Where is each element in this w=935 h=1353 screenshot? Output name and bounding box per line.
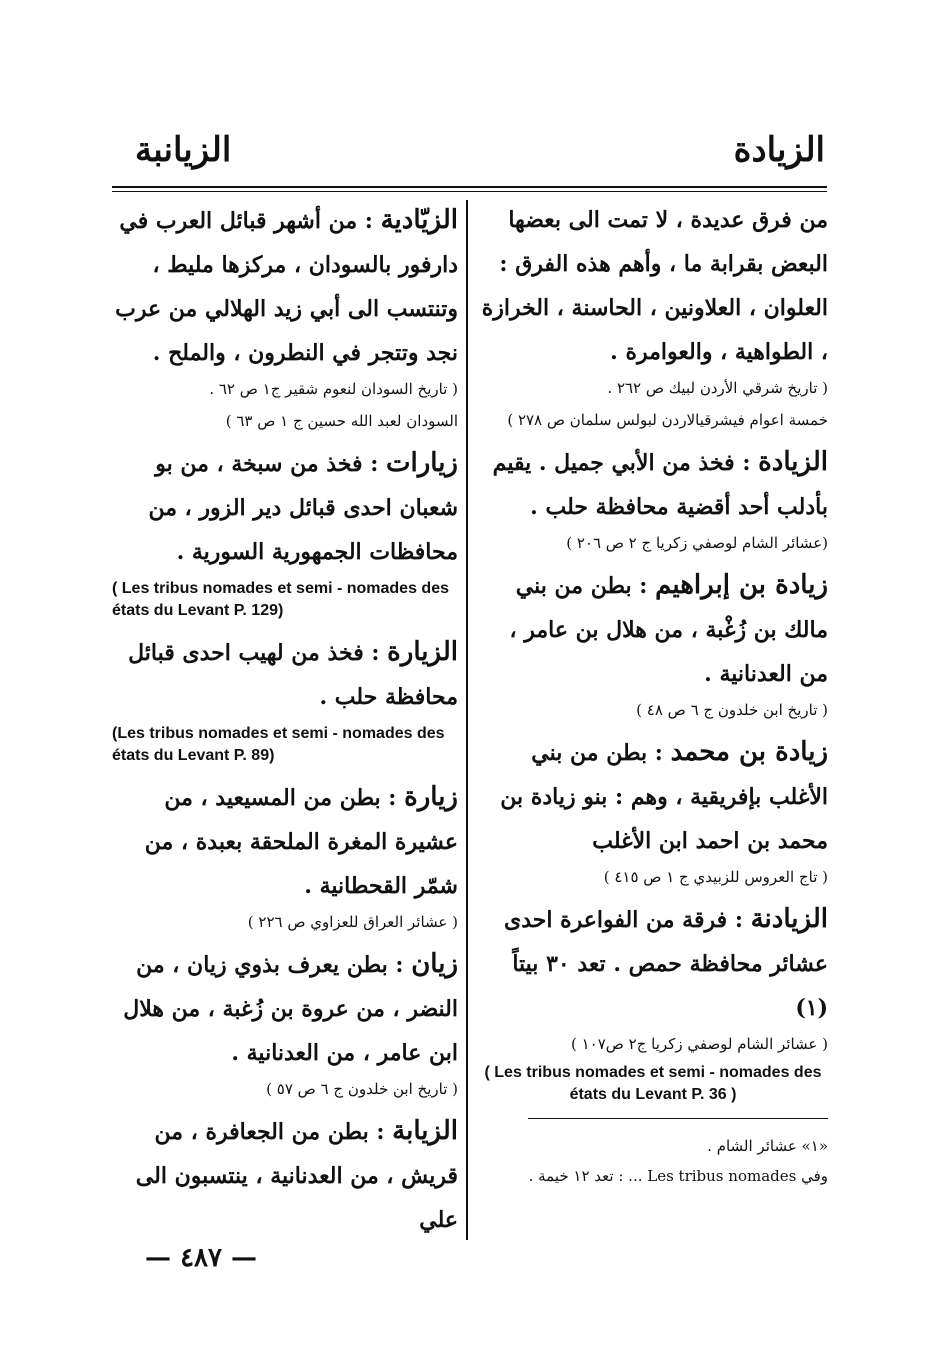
source-citation: ( عشائر الشام لوصفي زكريا ج٢ ص١٠٧ ) [570, 1035, 828, 1053]
source-citation: ( تاج العروس للزبيدي ج ١ ص ٤١٥ ) [603, 868, 828, 886]
running-header-left: الزيانبة [135, 130, 232, 170]
source-citation: ( تاريخ السودان لنعوم شقير ج١ ص ٦٢ . [209, 380, 458, 398]
entry-text: من فرق عديدة ، لا تمت الى بعضها البعض بقرابة ما ، وأهم هذه الفرق : العلوان ، العلاونين ، الحاسنة ، الخرازة ، الطواهية ، والعوامرة . [481, 207, 828, 365]
entry-text: : بطن من بني الأغلب بإفريقية ، وهم : بنو زيادة بن محمد بن احمد ابن الأغلب [500, 740, 828, 854]
entry-text: : فخذ من الأبي جميل . يقيم بأدلب أحد أقضية محافظة حلب . [492, 450, 828, 520]
entry-al-ziyadna [478, 897, 828, 1106]
entry-headword: الزيارة [387, 637, 458, 667]
entry-al-ziyara [112, 630, 458, 767]
entry-ziyan [112, 942, 458, 1103]
entry-text: : بطن من بني مالك بن زُغْبة ، من هلال بن عامر ، من العدنانية . [509, 573, 828, 687]
entry-headword: زيارات [386, 448, 458, 478]
entry-ziyada-muhammad [478, 730, 828, 891]
entry-headword: الزيّادية [380, 205, 458, 235]
entry-text: : بطن من المسيعيد ، من عشيرة المغرة الملحقة بعبدة ، من شمّر القحطانية . [144, 785, 458, 899]
right-column [478, 198, 828, 1191]
entry-ziyarat [112, 441, 458, 622]
entry-headword: زيادة بن إبراهيم [655, 570, 828, 600]
entry-al-ziyada [478, 440, 828, 557]
source-citation: ( تاريخ ابن خلدون ج ٦ ص ٤٨ ) [636, 701, 828, 719]
entry-headword: الزيادنة [750, 904, 828, 934]
footnote: وفي Les tribus nomades ... : تعد ١٢ خيمة . [528, 1167, 828, 1185]
footnote-rule [528, 1118, 828, 1119]
source-citation: (عشائر الشام لوصفي زكريا ج ٢ ص ٢٠٦ ) [566, 534, 828, 552]
entry-al-ziyadiya [112, 198, 458, 435]
entry-al-ziyaba [112, 1109, 458, 1242]
entry-text: : فخذ من لهيب احدى قبائل محافظة حلب . [128, 640, 458, 710]
source-citation: ( تاريخ ابن خلدون ج ٦ ص ٥٧ ) [266, 1080, 458, 1098]
column-divider [466, 200, 468, 1240]
entry-ziyada-ibrahim [478, 563, 828, 724]
page-number: — ٤٨٧ — [145, 1243, 258, 1273]
left-column [112, 198, 458, 1248]
header-rule-thin [112, 191, 827, 192]
french-source-citation: ( Les tribus nomades et semi - nomades des états du Levant P. 36 ) [484, 1064, 822, 1103]
french-source-citation: ( Les tribus nomades et semi - nomades des états du Levant P. 129) [112, 580, 449, 619]
entry-headword: زيان [411, 949, 458, 979]
entry-ziyara [112, 775, 458, 936]
entry-headword: زيادة بن محمد [670, 737, 828, 767]
entry-text: : فخذ من سبخة ، من بو شعبان احدى قبائل دير الزور ، من محافظات الجمهورية السورية . [148, 451, 458, 565]
entry-text: : فرقة من الفواعرة احدى عشائر محافظة حمص . تعد ٣٠ بيتاً (١) [503, 907, 828, 1021]
header-rule-thick [112, 186, 827, 188]
entry-text: : بطن من الجعافرة ، من قريش ، من العدنانية ، ينتسبون الى علي [135, 1119, 458, 1233]
entry-headword: الزيادة [758, 447, 828, 477]
entry-text: : بطن يعرف بذوي زيان ، من النضر ، من عروة بن زُغبة ، من هلال ابن عامر ، من العدنانية . [123, 952, 458, 1066]
footnote: «١» عشائر الشام . [707, 1137, 828, 1155]
entry-text: : من أشهر قبائل العرب في دارفور بالسودان ، مركزها مليط ، وتنتسب الى أبي زيد الهلالي من عرب نجد وتتجر في النطرون ، والملح . [115, 208, 458, 366]
running-header-right: الزيادة [733, 130, 825, 170]
entry-continuation [478, 198, 828, 434]
source-citation: ( تاريخ شرقي الأردن لبيك ص ٢٦٢ . [607, 379, 828, 397]
entry-headword: الزيابة [392, 1116, 458, 1146]
entry-headword: زيارة [404, 782, 458, 812]
source-citation: خمسة اعوام فيشرقيالاردن لبولس سلمان ص ٢٧٨ ) [507, 411, 828, 429]
source-citation: السودان لعبد الله حسين ج ١ ص ٦٣ ) [225, 412, 458, 430]
french-source-citation: (Les tribus nomades et semi - nomades des états du Levant P. 89) [112, 725, 445, 764]
source-citation: ( عشائر العراق للعزاوي ص ٢٢٦ ) [247, 913, 458, 931]
